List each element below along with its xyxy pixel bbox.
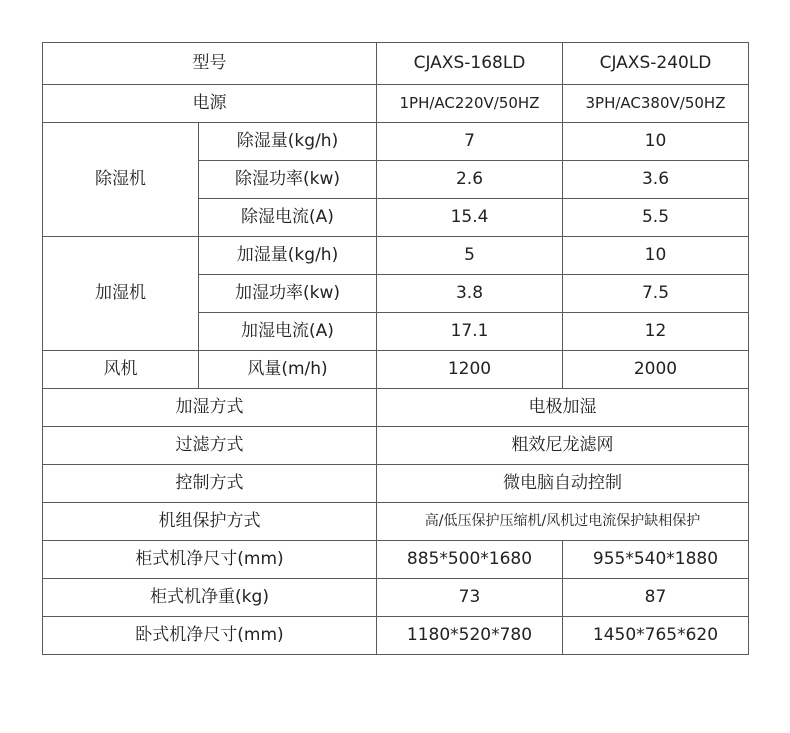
value-b: 955*540*1880: [563, 541, 749, 579]
power-label: 电源: [43, 85, 377, 123]
value-b: 10: [563, 123, 749, 161]
table-row-cabinet-size: [43, 541, 749, 579]
row-label: 卧式机净尺寸(mm): [43, 617, 377, 655]
value-b: 10: [563, 237, 749, 275]
model-b: CJAXS-240LD: [563, 43, 749, 85]
value-a: 2.6: [377, 161, 563, 199]
model-a: CJAXS-168LD: [377, 43, 563, 85]
table-row-power: [43, 85, 749, 123]
row-label: 柜式机净尺寸(mm): [43, 541, 377, 579]
table-row-protection: [43, 503, 749, 541]
row-label: 加湿方式: [43, 389, 377, 427]
row-label: 加湿电流(A): [199, 313, 377, 351]
value-a: 15.4: [377, 199, 563, 237]
row-label: 除湿功率(kw): [199, 161, 377, 199]
row-label: 风量(m/h): [199, 351, 377, 389]
value-a: 1200: [377, 351, 563, 389]
value-b: 87: [563, 579, 749, 617]
value-a: 7: [377, 123, 563, 161]
row-label: 控制方式: [43, 465, 377, 503]
value-b: 2000: [563, 351, 749, 389]
table-row-filter-method: [43, 427, 749, 465]
table-row-humidify-capacity: [43, 237, 749, 275]
dehumidifier-group-label: 除湿机: [43, 123, 199, 237]
value-a: 3.8: [377, 275, 563, 313]
merged-value: 微电脑自动控制: [377, 465, 749, 503]
merged-value: 粗效尼龙滤网: [377, 427, 749, 465]
power-a: 1PH/AC220V/50HZ: [377, 85, 563, 123]
spec-table: [42, 42, 749, 655]
fan-group-label: 风机: [43, 351, 199, 389]
table-row-control-method: [43, 465, 749, 503]
value-b: 7.5: [563, 275, 749, 313]
value-b: 5.5: [563, 199, 749, 237]
row-label: 过滤方式: [43, 427, 377, 465]
value-a: 17.1: [377, 313, 563, 351]
row-label: 除湿量(kg/h): [199, 123, 377, 161]
row-label: 加湿功率(kw): [199, 275, 377, 313]
merged-value: 电极加湿: [377, 389, 749, 427]
row-label: 机组保护方式: [43, 503, 377, 541]
value-a: 5: [377, 237, 563, 275]
value-b: 1450*765*620: [563, 617, 749, 655]
table-row-humidify-method: [43, 389, 749, 427]
humidifier-group-label: 加湿机: [43, 237, 199, 351]
row-label: 柜式机净重(kg): [43, 579, 377, 617]
row-label: 加湿量(kg/h): [199, 237, 377, 275]
table-row-model: [43, 43, 749, 85]
value-a: 73: [377, 579, 563, 617]
model-label: 型号: [43, 43, 377, 85]
value-a: 885*500*1680: [377, 541, 563, 579]
merged-value: 高/低压保护压缩机/风机过电流保护缺相保护: [377, 503, 749, 541]
value-b: 12: [563, 313, 749, 351]
table-row-horizontal-size: [43, 617, 749, 655]
power-b: 3PH/AC380V/50HZ: [563, 85, 749, 123]
table-row-fan: [43, 351, 749, 389]
value-a: 1180*520*780: [377, 617, 563, 655]
value-b: 3.6: [563, 161, 749, 199]
row-label: 除湿电流(A): [199, 199, 377, 237]
table-row-cabinet-weight: [43, 579, 749, 617]
table-row-dehumidify-capacity: [43, 123, 749, 161]
